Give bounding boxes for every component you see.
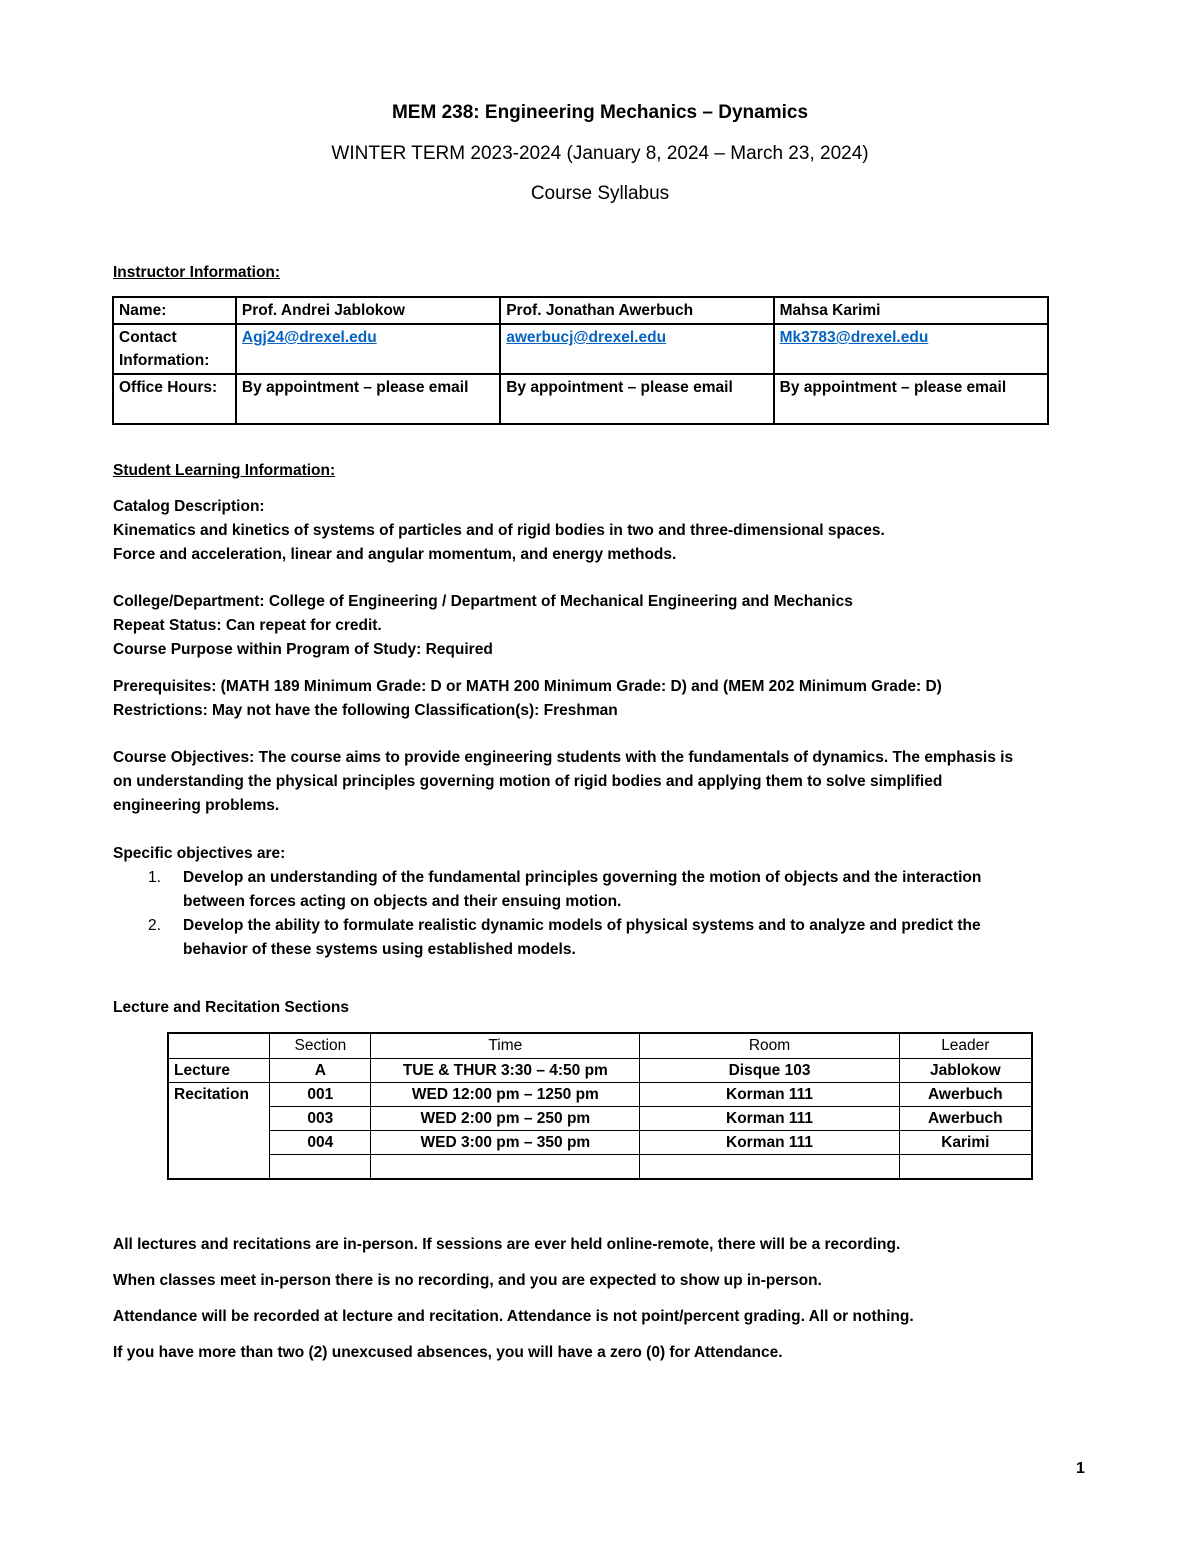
contact-cell xyxy=(500,324,773,374)
column-header: Time xyxy=(371,1033,640,1059)
attendance-line: If you have more than two (2) unexcused absences, you will have a zero (0) for Attendance. xyxy=(113,1344,783,1361)
instructor-contact-row xyxy=(113,324,1048,374)
college-department: College/Department: College of Engineering / Department of Mechanical Engineering and Mechanics xyxy=(113,593,853,610)
document-subtitle: Course Syllabus xyxy=(530,183,670,204)
leader-cell: Awerbuch xyxy=(899,1083,1032,1107)
leader-cell: Karimi xyxy=(899,1131,1032,1155)
instructor-heading: Instructor Information: xyxy=(113,264,281,281)
email-link[interactable]: awerbucj@drexel.edu xyxy=(506,329,667,346)
email-link[interactable]: Agj24@drexel.edu xyxy=(241,329,377,346)
table-row xyxy=(168,1107,1032,1131)
row-label-name: Name: xyxy=(113,297,236,324)
prerequisites-block xyxy=(113,675,942,723)
room-cell: Korman 111 xyxy=(640,1131,899,1155)
room-cell: Korman 111 xyxy=(640,1107,899,1131)
objectives-text: engineering problems. xyxy=(113,797,280,814)
office-hours: By appointment – please email xyxy=(236,374,500,424)
room-cell: Disque 103 xyxy=(640,1059,899,1083)
email-link[interactable]: Mk3783@drexel.edu xyxy=(779,329,929,346)
instructor-name: Mahsa Karimi xyxy=(774,297,1048,324)
attendance-line: All lectures and recitations are in-person. If sessions are ever held online-remote, there will be a recording. xyxy=(113,1236,901,1253)
course-title: MEM 238: Engineering Mechanics – Dynamics xyxy=(391,102,809,123)
specific-objectives xyxy=(113,842,981,962)
table-row xyxy=(168,1059,1032,1083)
objectives-list xyxy=(113,866,981,962)
repeat-status: Repeat Status: Can repeat for credit. xyxy=(113,617,382,634)
attendance-line: When classes meet in-person there is no recording, and you are expected to show up in-person. xyxy=(113,1272,822,1289)
instructor-name-row xyxy=(113,297,1048,324)
list-item xyxy=(113,914,981,962)
table-row xyxy=(168,1131,1032,1155)
table-header-row xyxy=(168,1033,1032,1059)
empty-cell xyxy=(270,1155,371,1180)
list-number: 1. xyxy=(148,869,161,886)
list-number: 2. xyxy=(148,917,161,934)
time-cell: WED 3:00 pm – 350 pm xyxy=(371,1131,640,1155)
contact-cell xyxy=(774,324,1048,374)
room-cell: Korman 111 xyxy=(640,1083,899,1107)
page-number: 1 xyxy=(1076,1460,1085,1477)
empty-cell xyxy=(640,1155,899,1180)
empty-cell xyxy=(371,1155,640,1180)
row-label-contact: Contact Information: xyxy=(113,324,236,374)
column-header: Leader xyxy=(899,1033,1032,1059)
objectives-text: on understanding the physical principles governing motion of rigid bodies and applying them to solve simplified xyxy=(113,773,943,790)
objectives-text: Course Objectives: The course aims to provide engineering students with the fundamentals of dynamics. The emphasis is xyxy=(113,749,1014,766)
office-hours: By appointment – please email xyxy=(774,374,1048,424)
learning-heading: Student Learning Information: xyxy=(113,462,336,479)
attendance-line: Attendance will be recorded at lecture and recitation. Attendance is not point/percent grading. All or nothing. xyxy=(113,1308,914,1325)
row-type-label: Recitation xyxy=(168,1083,270,1180)
section-cell: 003 xyxy=(270,1107,371,1131)
section-cell: 001 xyxy=(270,1083,371,1107)
catalog-label: Catalog Description: xyxy=(113,498,265,515)
list-item xyxy=(113,866,981,914)
sections-heading: Lecture and Recitation Sections xyxy=(113,999,349,1016)
instructor-name: Prof. Jonathan Awerbuch xyxy=(500,297,773,324)
sections-table xyxy=(167,1032,1033,1180)
instructor-office-row xyxy=(113,374,1048,424)
term-dates: WINTER TERM 2023-2024 (January 8, 2024 – March 23, 2024) xyxy=(331,143,869,164)
objective-text: behavior of these systems using established models. xyxy=(183,941,576,958)
course-purpose: Course Purpose within Program of Study: Required xyxy=(113,641,493,658)
column-header-empty xyxy=(168,1033,270,1059)
objective-text: Develop the ability to formulate realistic dynamic models of physical systems and to analyze and predict the xyxy=(183,917,981,934)
time-cell: TUE & THUR 3:30 – 4:50 pm xyxy=(371,1059,640,1083)
contact-cell xyxy=(236,324,500,374)
course-info xyxy=(113,590,853,662)
restrictions: Restrictions: May not have the following Classification(s): Freshman xyxy=(113,702,618,719)
time-cell: WED 12:00 pm – 1250 pm xyxy=(371,1083,640,1107)
objective-text: Develop an understanding of the fundamental principles governing the motion of objects and the interaction xyxy=(183,869,982,886)
table-row xyxy=(168,1083,1032,1107)
row-type-label: Lecture xyxy=(168,1059,270,1083)
course-objectives xyxy=(113,746,1013,818)
time-cell: WED 2:00 pm – 250 pm xyxy=(371,1107,640,1131)
leader-cell: Jablokow xyxy=(899,1059,1032,1083)
instructor-table xyxy=(112,296,1049,425)
empty-cell xyxy=(899,1155,1032,1180)
catalog-text: Force and acceleration, linear and angular momentum, and energy methods. xyxy=(113,546,677,563)
leader-cell: Awerbuch xyxy=(899,1107,1032,1131)
instructor-name: Prof. Andrei Jablokow xyxy=(236,297,500,324)
section-cell: 004 xyxy=(270,1131,371,1155)
prerequisites: Prerequisites: (MATH 189 Minimum Grade: D or MATH 200 Minimum Grade: D) and (MEM 202 Minimum Grade: D) xyxy=(113,678,942,695)
catalog-description xyxy=(113,495,885,567)
objective-text: between forces acting on objects and their ensuing motion. xyxy=(183,893,622,910)
column-header: Section xyxy=(270,1033,371,1059)
row-label-office: Office Hours: xyxy=(113,374,236,424)
column-header: Room xyxy=(640,1033,899,1059)
specific-label: Specific objectives are: xyxy=(113,845,286,862)
catalog-text: Kinematics and kinetics of systems of particles and of rigid bodies in two and three-dimensional spaces. xyxy=(113,522,885,539)
table-row-empty xyxy=(168,1155,1032,1180)
section-cell: A xyxy=(270,1059,371,1083)
office-hours: By appointment – please email xyxy=(500,374,773,424)
